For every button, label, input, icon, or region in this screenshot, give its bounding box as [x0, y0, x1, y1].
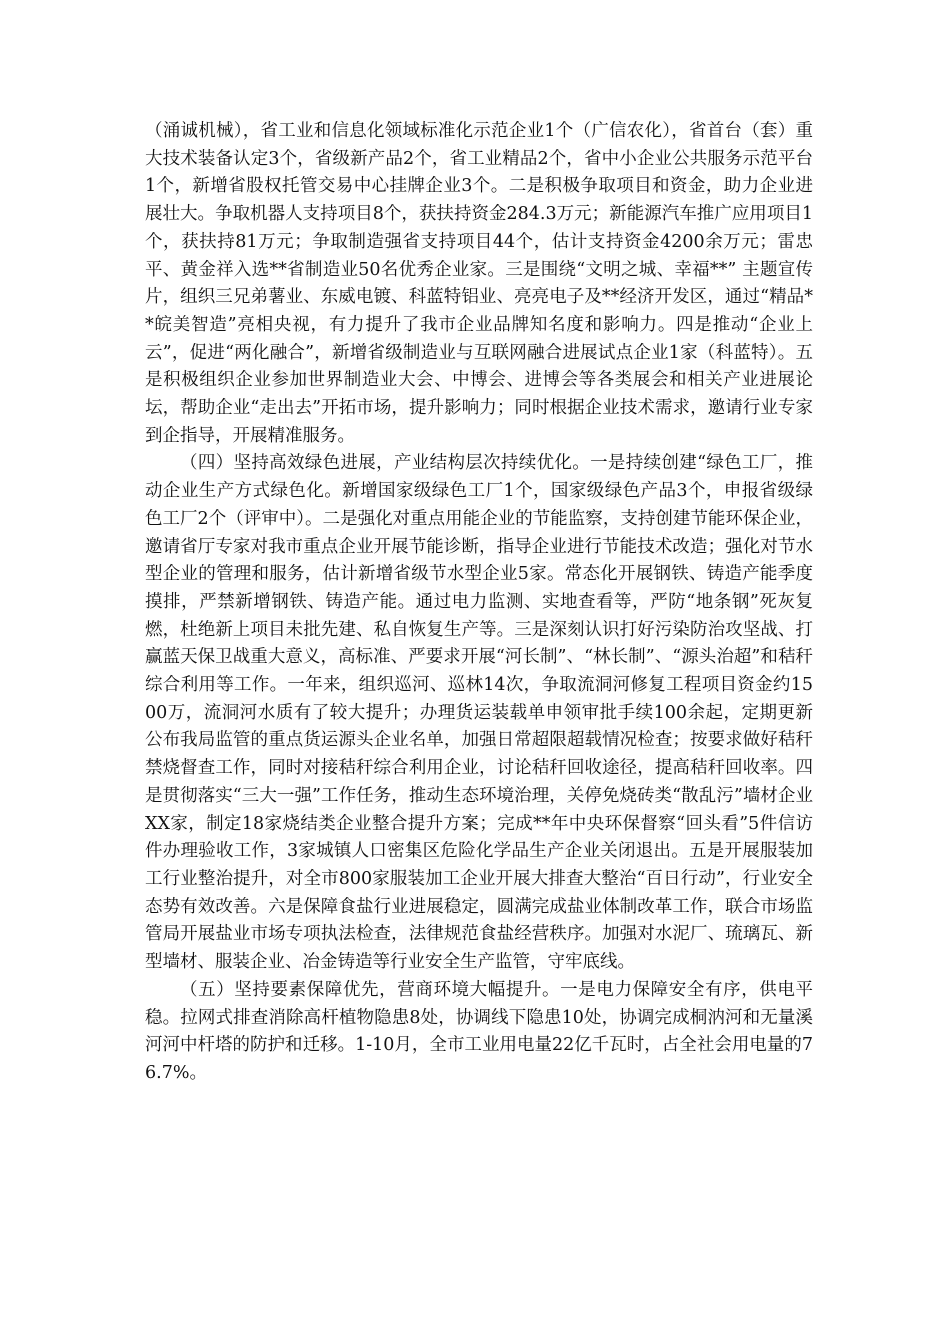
document-body — [145, 118, 813, 1088]
paragraph-continuation: （涌诚机械），省工业和信息化领域标准化示范企业1个（广信农化），省首台（套）重大技术装备认定3个，省级新产品2个，省工业精品2个，省中小企业公共服务示范平台1个，新增省股权托管交易中心挂牌企业3个。二是积极争取项目和资金，助力企业进展壮大。争取机器人支持项目8个，获扶持资金284.3万元；新能源汽车推广应用项目1个，获扶持81万元；争取制造强省支持项目44个，估计支持资金4200余万元；雷忠平、黄金祥入选**省制造业50名优秀企业家。三是围绕“文明之城、幸福**” 主题宣传片，组织三兄弟薯业、东威电镀、科蓝特铝业、亮亮电子及**经济开发区，通过“精品**皖美智造”亮相央视，有力提升了我市企业品牌知名度和影响力。四是推动“企业上云”，促进“两化融合”，新增省级制造业与互联网融合进展试点企业1家（科蓝特）。五是积极组织企业参加世界制造业大会、中博会、进博会等各类展会和相关产业进展论坛，帮助企业“走出去”开拓市场，提升影响力；同时根据企业技术需求，邀请行业专家到企指导，开展精准服务。 — [145, 121, 813, 446]
paragraph-section-five: （五）坚持要素保障优先，营商环境大幅提升。一是电力保障安全有序，供电平稳。拉网式排查消除高杆植物隐患8处，协调线下隐患10处，协调完成桐汭河和无量溪河河中杆塔的防护和迁移。1-10月，全市工业用电量22亿千瓦时，占全社会用电量的76.7%。 — [145, 979, 813, 1083]
paragraph-section-four: （四）坚持高效绿色进展，产业结构层次持续优化。一是持续创建“绿色工厂，推动企业生产方式绿色化。新增国家级绿色工厂1个，国家级绿色产品3个，申报省级绿色工厂2个（评审中）。二是强化对重点用能企业的节能监察，支持创建节能环保企业，邀请省厅专家对我市重点企业开展节能诊断，指导企业进行节能技术改造；强化对节水型企业的管理和服务，估计新增省级节水型企业5家。常态化开展钢铁、铸造产能季度摸排，严禁新增钢铁、铸造产能。通过电力监测、实地查看等，严防“地条钢”死灰复燃，杜绝新上项目未批先建、私自恢复生产等。三是深刻认识打好污染防治攻坚战、打赢蓝天保卫战重大意义，高标准、严要求开展“河长制”、“林长制”、“源头治超”和秸秆综合利用等工作。一年来，组织巡河、巡林14次，争取流洞河修复工程项目资金约1500万，流洞河水质有了较大提升；办理货运装载单申领审批手续100余起，定期更新公布我局监管的重点货运源头企业名单，加强日常超限超载情况检查；按要求做好秸秆禁烧督查工作，同时对接秸秆综合利用企业，讨论秸秆回收途径，提高秸秆回收率。四是贯彻落实“三大一强”工作任务，推动生态环境治理，关停免烧砖类“散乱污”墙材企业XX家，制定18家烧结类企业整合提升方案；完成**年中央环保督察“回头看”5件信访件办理验收工作，3家城镇人口密集区危险化学品生产企业关闭退出。五是开展服装加工行业整治提升，对全市800家服装加工企业开展大排查大整治“百日行动”，行业安全态势有效改善。六是保障食盐行业进展稳定，圆满完成盐业体制改革工作，联合市场监管局开展盐业市场专项执法检查，法律规范食盐经营秩序。加强对水泥厂、琉璃瓦、新型墙材、服装企业、冶金铸造等行业安全生产监管，守牢底线。 — [145, 453, 813, 973]
